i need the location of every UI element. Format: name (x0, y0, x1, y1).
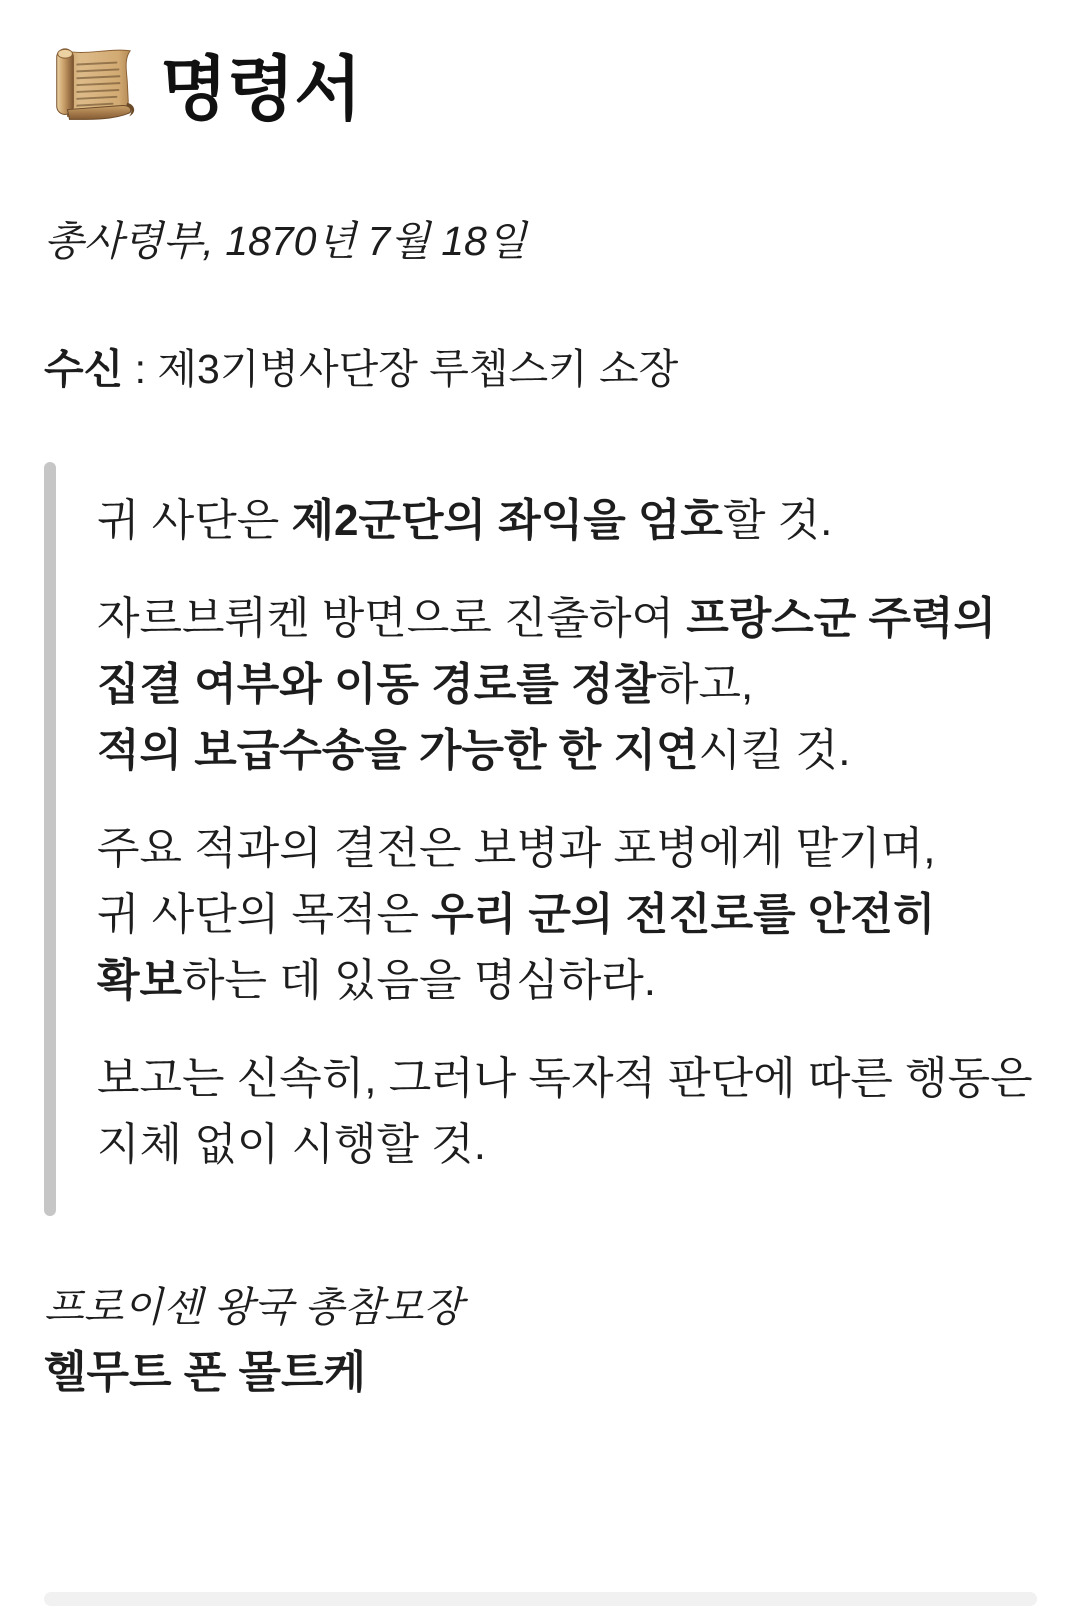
order-text-bold: 적의 보급수송을 가능한 한 지연 (97, 726, 699, 775)
order-paragraph-4 (97, 1046, 1037, 1178)
order-text: 시킬 것. (698, 726, 851, 775)
order-paragraph-1 (97, 488, 1037, 554)
signature-title: 프로이센 왕국 총참모장 (44, 1284, 463, 1330)
recipient-separator: : (123, 346, 158, 392)
order-text: 하는 데 있음을 명심하라. (182, 956, 656, 1005)
order-text-bold: 제2군단의 좌익을 엄호 (291, 496, 723, 545)
recipient-line (44, 340, 1037, 398)
recipient-value: 제3기병사단장 루쳅스키 소장 (157, 346, 679, 392)
order-text: 귀 사단의 목적은 (97, 890, 432, 939)
order-text-bold: 확보 (97, 956, 183, 1005)
signature-name: 헬무트 폰 몰트케 (44, 1348, 366, 1397)
order-text: 지체 없이 시행할 것. (97, 1120, 486, 1169)
order-text-bold: 프랑스군 주력의 (686, 594, 996, 643)
scroll-icon (44, 42, 138, 136)
order-text: 할 것. (722, 496, 833, 545)
order-text-bold: 집결 여부와 이동 경로를 정찰 (97, 660, 656, 709)
order-text: 자르브뤼켄 방면으로 진출하여 (97, 594, 687, 643)
order-body (44, 458, 1037, 1220)
order-text: 귀 사단은 (97, 496, 292, 545)
signature-block (44, 1274, 1037, 1406)
order-text-bold: 우리 군의 전진로를 안전히 (431, 890, 936, 939)
order-text: 주요 적과의 결전은 보병과 포병에게 맡기며, (97, 824, 936, 873)
document-header (44, 42, 1037, 136)
dateline: 총사령부, 1870년 7월 18일 (44, 218, 527, 264)
page-title: 명령서 (160, 50, 362, 128)
order-paragraph-3 (97, 816, 1037, 1014)
recipient-label: 수신 (44, 346, 124, 392)
order-paragraph-2 (97, 586, 1037, 784)
order-text: 하고, (655, 660, 754, 709)
order-text: 보고는 신속히, 그러나 독자적 판단에 따른 행동은 (97, 1054, 1033, 1103)
